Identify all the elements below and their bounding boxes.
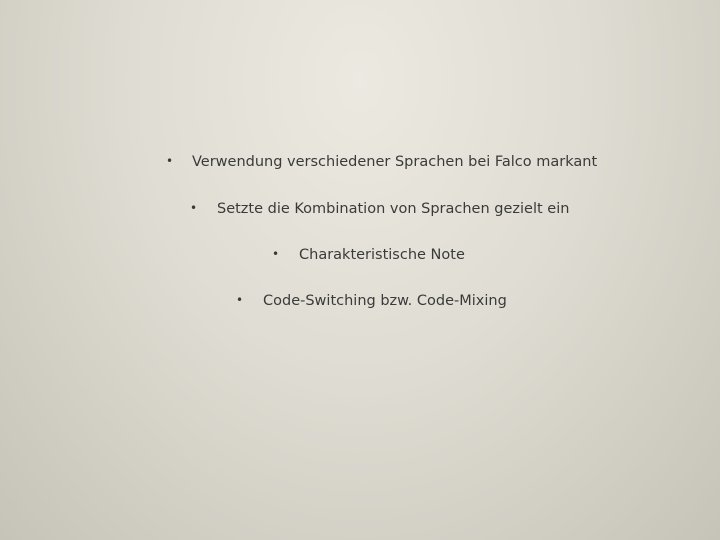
bullet-marker: • [236,293,244,307]
bullet-text-level-4: Code-Switching bzw. Code-Mixing [263,293,507,309]
bullet-marker: • [166,154,174,168]
bullet-marker: • [190,201,198,215]
bullet-text-level-2: Setzte die Kombination von Sprachen gezielt ein [217,201,570,217]
bullet-marker: • [272,247,280,261]
bullet-text-level-1: Verwendung verschiedener Sprachen bei Falco markant [192,154,598,170]
bullet-text-level-3: Charakteristische Note [299,247,465,263]
